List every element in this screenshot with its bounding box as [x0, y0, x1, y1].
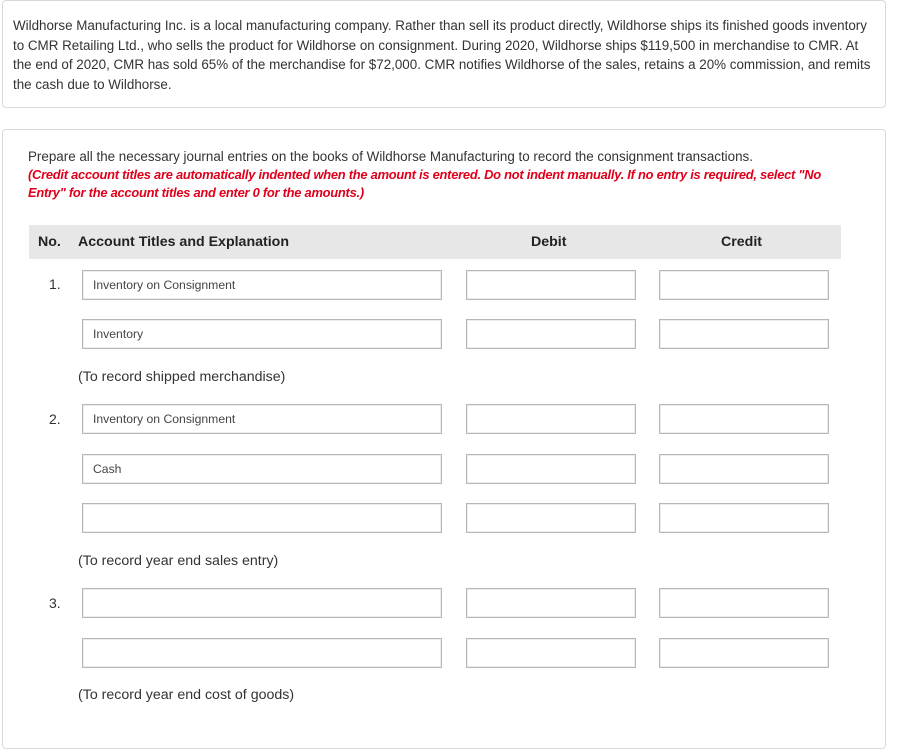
credit-input[interactable]	[659, 270, 829, 300]
entry-memo: (To record year end cost of goods)	[78, 687, 295, 703]
entry-memo: (To record year end sales entry)	[78, 553, 279, 569]
problem-statement: Wildhorse Manufacturing Inc. is a local manufacturing company. Rather than sell its product directly, Wildhorse ships its finished goods inventory to CMR Retailing Ltd., who sells the product for Wildhorse on consignment. During 2020, Wildhorse ships $119,500 in merchandise to CMR. At the end of 2020, CMR has sold 65% of the merchandise for $72,000. CMR notifies Wildhorse of the sales, retains a 20% commission, and remits the cash due to Wildhorse.	[13, 18, 871, 92]
credit-input[interactable]	[659, 638, 829, 668]
header-credit: Credit	[721, 234, 762, 250]
account-input[interactable]: Cash	[82, 454, 442, 484]
account-input[interactable]: Inventory	[82, 319, 442, 349]
debit-input[interactable]	[466, 454, 636, 484]
header-debit: Debit	[531, 234, 567, 250]
credit-input[interactable]	[659, 588, 829, 618]
entry-number: 2.	[49, 411, 61, 427]
entry-memo: (To record shipped merchandise)	[78, 369, 286, 385]
account-input[interactable]	[82, 588, 442, 618]
debit-input[interactable]	[466, 270, 636, 300]
account-input[interactable]	[82, 503, 442, 533]
account-input[interactable]: Inventory on Consignment	[82, 270, 442, 300]
debit-input[interactable]	[466, 638, 636, 668]
credit-input[interactable]	[659, 454, 829, 484]
credit-input[interactable]	[659, 319, 829, 349]
question-prompt: Prepare all the necessary journal entries on the books of Wildhorse Manufacturing to record the consignment transactions.	[28, 149, 753, 164]
header-no: No.	[38, 234, 61, 250]
credit-input[interactable]	[659, 404, 829, 434]
header-account: Account Titles and Explanation	[78, 234, 290, 250]
debit-input[interactable]	[466, 503, 636, 533]
credit-input[interactable]	[659, 503, 829, 533]
entry-number: 3.	[49, 595, 61, 611]
journal-table-header	[29, 225, 841, 259]
debit-input[interactable]	[466, 319, 636, 349]
entry-number: 1.	[49, 276, 61, 292]
question-instruction: (Credit account titles are automatically indented when the amount is entered. Do not indent manually. If no entry is required, select "No Entry" for the account titles and enter 0 for the amounts.)	[28, 167, 821, 200]
debit-input[interactable]	[466, 404, 636, 434]
account-input[interactable]: Inventory on Consignment	[82, 404, 442, 434]
account-input[interactable]	[82, 638, 442, 668]
debit-input[interactable]	[466, 588, 636, 618]
